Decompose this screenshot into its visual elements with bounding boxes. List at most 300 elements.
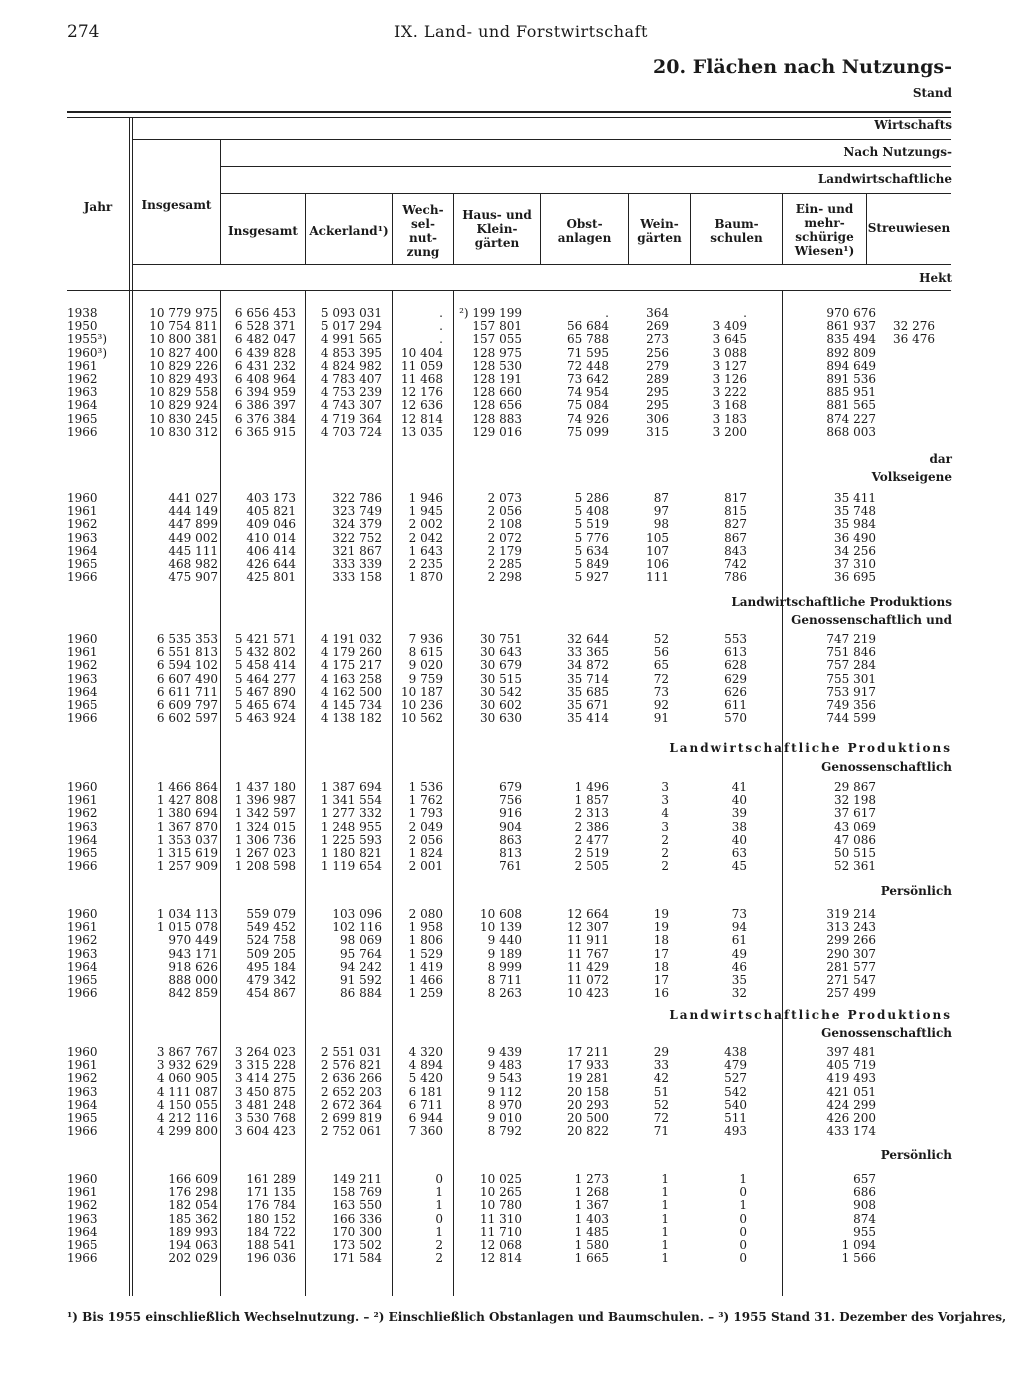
cell-arable: 102 116 (332, 920, 382, 935)
cell-gardens: 129 016 (472, 424, 522, 439)
cell-total: 10 830 312 (149, 424, 218, 439)
cell-meadows: 894 649 (826, 358, 876, 373)
cell-gardens: 9 439 (487, 1045, 522, 1059)
cell-gardens: 916 (499, 806, 522, 821)
cell-rotation: 1 (435, 1185, 443, 1200)
cell-year: 1964 (67, 1097, 98, 1112)
cell-total: 888 000 (168, 973, 218, 987)
cell-nurseries: 0 (739, 1224, 747, 1239)
cell-agri-total: 1 324 015 (234, 819, 296, 834)
cell-rotation: 12 176 (401, 385, 443, 400)
cell-orchards: 11 072 (567, 973, 609, 987)
cell-total: 10 829 558 (149, 385, 218, 400)
cell-vineyards: 1 (661, 1251, 669, 1266)
cell-total: 189 993 (168, 1224, 218, 1239)
cell-nurseries: 3 409 (712, 319, 747, 334)
cell-year: 1963 (67, 946, 98, 961)
cell-agri-total: 426 644 (246, 557, 296, 571)
cell-vineyards: 65 (653, 658, 669, 673)
cell-year: 1966 (67, 424, 98, 439)
cell-gardens: 128 975 (472, 345, 522, 360)
cell-vineyards: 18 (653, 959, 669, 974)
cell-agri-total: 176 784 (246, 1198, 296, 1213)
header-wirtschafts: Wirtschafts (874, 118, 952, 132)
cell-arable: 2 699 819 (320, 1111, 382, 1125)
section-label: Landwirtschaftliche Produktions (731, 595, 952, 609)
cell-arable: 98 069 (340, 933, 382, 948)
cell-nurseries: 49 (731, 946, 747, 961)
cell-meadows: 47 086 (834, 832, 876, 847)
cell-orchards: 73 642 (567, 372, 609, 386)
cell-year: 1962 (67, 806, 98, 821)
cell-arable: 333 158 (332, 570, 382, 585)
cell-arable: 324 379 (332, 517, 382, 532)
cell-meadows: 1 566 (841, 1251, 876, 1266)
cell-vineyards: 2 (661, 832, 669, 847)
cell-meadows: 281 577 (826, 959, 876, 974)
header-unit: Hekt (919, 271, 952, 285)
cell-arable: 1 119 654 (320, 859, 382, 874)
footnote: ¹) Bis 1955 einschließlich Wechselnutzung. – ²) Einschließlich Obstanlagen und Baumschulen. – ³) 1955 Stand 31. Dezember des Vorjahres, (67, 1310, 1007, 1324)
cell-vineyards: 4 (661, 806, 669, 821)
cell-gardens: 12 068 (480, 1238, 522, 1252)
cell-vineyards: 19 (653, 907, 669, 921)
cell-total: 1 367 870 (156, 819, 218, 834)
cell-orchards: 1 367 (574, 1198, 609, 1213)
cell-orchards: 10 423 (567, 986, 609, 1001)
header-obst: Obst- anlagen (557, 217, 612, 245)
cell-nurseries: 40 (731, 832, 747, 847)
section-label: Persönlich (880, 1148, 952, 1162)
cell-nurseries: 628 (724, 658, 747, 673)
cell-gardens: 10 608 (480, 907, 522, 921)
cell-rotation: 8 615 (408, 645, 443, 660)
cell-arable: 4 145 734 (320, 698, 382, 712)
cell-orchards: 12 664 (567, 907, 609, 921)
cell-arable: 322 786 (332, 491, 382, 505)
cell-nurseries: 46 (731, 959, 747, 974)
cell-vineyards: 52 (653, 632, 669, 646)
cell-orchards: 12 307 (567, 920, 609, 935)
cell-orchards: 20 158 (567, 1084, 609, 1099)
cell-rotation: 13 035 (401, 424, 443, 439)
cell-nurseries: 553 (724, 632, 747, 646)
cell-total: 10 829 493 (149, 372, 218, 386)
cell-vineyards: 105 (646, 530, 669, 545)
cell-meadows: 751 846 (826, 645, 876, 660)
cell-nurseries: 867 (724, 530, 747, 545)
cell-meadows: 397 481 (826, 1045, 876, 1059)
cell-gardens: 863 (499, 832, 522, 847)
cell-gardens: 2 108 (487, 517, 522, 532)
cell-total: 10 779 975 (149, 306, 218, 320)
cell-arable: 323 749 (332, 504, 382, 519)
cell-vineyards: 18 (653, 933, 669, 948)
header-rule (220, 166, 951, 167)
section-label: Volkseigene (871, 470, 952, 484)
cell-gardens: 8 999 (487, 959, 522, 974)
cell-orchards: 1 273 (574, 1172, 609, 1186)
cell-vineyards: 1 (661, 1211, 669, 1226)
cell-nurseries: 1 (739, 1198, 747, 1213)
cell-orchards: 35 671 (567, 698, 609, 712)
cell-agri-total: 5 465 674 (234, 698, 296, 712)
cell-arable: 103 096 (332, 907, 382, 921)
cell-total: 1 466 864 (156, 780, 218, 794)
cell-vineyards: 3 (661, 780, 669, 794)
cell-meadows: 36 695 (834, 570, 876, 585)
table-title: 20. Flächen nach Nutzungs- (653, 56, 952, 78)
cell-vineyards: 19 (653, 920, 669, 935)
cell-total: 6 594 102 (156, 658, 218, 673)
cell-agri-total: 425 801 (246, 570, 296, 585)
cell-vineyards: 1 (661, 1172, 669, 1186)
section-label: Persönlich (880, 884, 952, 898)
cell-rotation: 1 946 (408, 491, 443, 505)
cell-vineyards: 29 (653, 1045, 669, 1059)
cell-total: 10 829 924 (149, 398, 218, 413)
cell-rotation: 1 (435, 1198, 443, 1213)
cell-orchards: 5 286 (574, 491, 609, 505)
section-label: Genossenschaftlich und (791, 613, 952, 627)
cell-gardens: ²) 199 199 (459, 306, 522, 320)
cell-meadows: 35 411 (834, 491, 876, 505)
cell-year: 1950 (67, 319, 98, 334)
cell-vineyards: 289 (646, 372, 669, 386)
cell-orchards: 33 365 (567, 645, 609, 660)
header-bottom-rule (67, 290, 951, 291)
cell-meadows: 52 361 (834, 859, 876, 874)
cell-agri-total: 6 386 397 (234, 398, 296, 413)
cell-agri-total: 1 267 023 (234, 846, 296, 860)
cell-gardens: 10 139 (480, 920, 522, 935)
cell-total: 6 551 813 (156, 645, 218, 660)
cell-year: 1960³) (67, 345, 108, 360)
cell-agri-total: 3 530 768 (234, 1111, 296, 1125)
cell-arable: 4 743 307 (320, 398, 382, 413)
cell-orchards: 2 519 (574, 846, 609, 860)
cell-total: 176 298 (168, 1185, 218, 1200)
cell-orchards: 71 595 (567, 345, 609, 360)
cell-orchards: 1 580 (574, 1238, 609, 1252)
cell-arable: 4 163 258 (320, 671, 382, 686)
cell-vineyards: 33 (653, 1058, 669, 1073)
cell-nurseries: 827 (724, 517, 747, 532)
cell-nurseries: 511 (724, 1111, 747, 1125)
cell-total: 468 982 (168, 557, 218, 571)
cell-rotation: 6 711 (408, 1097, 443, 1112)
cell-arable: 2 576 821 (320, 1058, 382, 1073)
cell-year: 1961 (67, 645, 98, 660)
cell-rotation: 12 814 (401, 411, 443, 426)
cell-nurseries: 629 (724, 671, 747, 686)
cell-rotation: 2 042 (408, 530, 443, 545)
cell-total: 449 002 (168, 530, 218, 545)
cell-arable: 4 824 982 (320, 358, 382, 373)
cell-rotation: 2 (435, 1238, 443, 1252)
cell-orchards: 20 293 (567, 1097, 609, 1112)
cell-meadows: 868 003 (826, 424, 876, 439)
cell-gardens: 12 814 (480, 1251, 522, 1266)
cell-gardens: 128 883 (472, 411, 522, 426)
cell-nurseries: 3 222 (712, 385, 747, 400)
cell-rotation: 2 001 (408, 859, 443, 874)
cell-nurseries: 3 168 (712, 398, 747, 413)
cell-gardens: 30 643 (480, 645, 522, 660)
cell-year: 1960 (67, 780, 98, 794)
cell-year: 1966 (67, 1124, 98, 1139)
cell-meadows: 908 (853, 1198, 876, 1213)
cell-gardens: 30 602 (480, 698, 522, 712)
cell-total: 943 171 (168, 946, 218, 961)
header-wein: Wein- gärten (637, 217, 682, 245)
cell-meadows: 36 490 (834, 530, 876, 545)
cell-nurseries: 0 (739, 1185, 747, 1200)
cell-rotation: . (439, 319, 443, 334)
header-wechsel: Wech- sel- nut- zung (402, 203, 444, 259)
cell-vineyards: 16 (653, 986, 669, 1001)
cell-year: 1965 (67, 846, 98, 860)
cell-gardens: 2 179 (487, 543, 522, 558)
cell-year: 1966 (67, 570, 98, 585)
cell-gardens: 756 (499, 793, 522, 808)
cell-orchards: . (605, 306, 609, 320)
cell-vineyards: 51 (653, 1084, 669, 1099)
cell-rotation: 6 944 (408, 1111, 443, 1125)
table-subtitle: Stand (912, 86, 952, 100)
cell-total: 1 380 694 (156, 806, 218, 821)
cell-orchards: 20 822 (567, 1124, 609, 1139)
cell-gardens: 8 711 (487, 973, 522, 987)
cell-nurseries: 3 183 (712, 411, 747, 426)
cell-year: 1963 (67, 671, 98, 686)
cell-nurseries: 542 (724, 1084, 747, 1099)
header-jahr: Jahr (83, 200, 113, 214)
cell-agri-total: 3 481 248 (234, 1097, 296, 1112)
cell-year: 1955³) (67, 332, 108, 347)
cell-orchards: 5 634 (574, 543, 609, 558)
cell-nurseries: 815 (724, 504, 747, 519)
cell-agri-total: 5 421 571 (234, 632, 296, 646)
cell-rotation: 1 259 (408, 986, 443, 1001)
cell-gardens: 30 630 (480, 711, 522, 726)
cell-rotation: 2 235 (408, 557, 443, 571)
cell-total: 918 626 (168, 959, 218, 974)
cell-meadows: 299 266 (826, 933, 876, 948)
cell-meadows: 757 284 (826, 658, 876, 673)
cell-total: 10 754 811 (149, 319, 218, 334)
cell-meadows: 43 069 (834, 819, 876, 834)
cell-rotation: 1 945 (408, 504, 443, 519)
cell-vineyards: 256 (646, 345, 669, 360)
cell-vineyards: 273 (646, 332, 669, 347)
cell-gardens: 2 073 (487, 491, 522, 505)
cell-rotation: 10 562 (401, 711, 443, 726)
cell-agri-total: 559 079 (246, 907, 296, 921)
cell-year: 1963 (67, 1211, 98, 1226)
cell-year: 1962 (67, 658, 98, 673)
cell-orchards: 11 911 (567, 933, 609, 948)
cell-rotation: 1 419 (408, 959, 443, 974)
cell-orchards: 5 927 (574, 570, 609, 585)
cell-meadows: 290 307 (826, 946, 876, 961)
cell-nurseries: 817 (724, 491, 747, 505)
cell-vineyards: 106 (646, 557, 669, 571)
cell-rotation: 1 643 (408, 543, 443, 558)
cell-orchards: 72 448 (567, 358, 609, 373)
cell-total: 4 150 055 (156, 1097, 218, 1112)
header-divider (129, 117, 130, 293)
cell-nurseries: 540 (724, 1097, 747, 1112)
cell-year: 1966 (67, 1251, 98, 1266)
cell-total: 447 899 (168, 517, 218, 532)
cell-total: 1 427 808 (156, 793, 218, 808)
cell-nurseries: 527 (724, 1071, 747, 1086)
cell-total: 444 149 (168, 504, 218, 519)
cell-year: 1962 (67, 933, 98, 948)
cell-year: 1960 (67, 632, 98, 646)
cell-orchards: 17 211 (567, 1045, 609, 1059)
cell-nurseries: 438 (724, 1045, 747, 1059)
cell-rotation: 1 762 (408, 793, 443, 808)
cell-agri-total: 6 528 371 (234, 319, 296, 334)
cell-agri-total: 1 306 736 (234, 832, 296, 847)
cell-gardens: 2 056 (487, 504, 522, 519)
cell-orchards: 65 788 (567, 332, 609, 347)
cell-nurseries: 73 (731, 907, 747, 921)
cell-agri-total: 6 408 964 (234, 372, 296, 386)
cell-rotation: 6 181 (408, 1084, 443, 1099)
cell-vineyards: 3 (661, 819, 669, 834)
cell-year: 1961 (67, 358, 98, 373)
cell-vineyards: 98 (653, 517, 669, 532)
cell-year: 1964 (67, 1224, 98, 1239)
cell-rotation: 7 936 (408, 632, 443, 646)
cell-orchards: 1 485 (574, 1224, 609, 1239)
cell-arable: 166 336 (332, 1211, 382, 1226)
cell-year: 1965 (67, 411, 98, 426)
cell-arable: 1 341 554 (320, 793, 382, 808)
cell-agri-total: 5 458 414 (234, 658, 296, 673)
cell-arable: 321 867 (332, 543, 382, 558)
cell-rotation: 2 080 (408, 907, 443, 921)
cell-orchards: 35 714 (567, 671, 609, 686)
cell-nurseries: 626 (724, 684, 747, 699)
cell-arable: 86 884 (340, 986, 382, 1001)
cell-total: 475 907 (168, 570, 218, 585)
cell-year: 1964 (67, 832, 98, 847)
cell-meadows: 313 243 (826, 920, 876, 935)
cell-agri-total: 3 315 228 (234, 1058, 296, 1073)
cell-nurseries: 3 126 (712, 372, 747, 386)
cell-vineyards: 111 (646, 570, 669, 585)
cell-nurseries: 742 (724, 557, 747, 571)
cell-agri-total: 5 467 890 (234, 684, 296, 699)
cell-agri-total: 524 758 (246, 933, 296, 948)
cell-orchards: 11 767 (567, 946, 609, 961)
header-rule (132, 264, 951, 265)
cell-nurseries: 40 (731, 793, 747, 808)
cell-agri-total: 6 656 453 (234, 306, 296, 320)
cell-arable: 1 277 332 (320, 806, 382, 821)
header-streuwiesen: Streuwiesen (867, 221, 951, 235)
cell-orchards: 5 776 (574, 530, 609, 545)
cell-arable: 2 652 203 (320, 1084, 382, 1099)
cell-year: 1962 (67, 1198, 98, 1213)
header-ein-mehrschuerige: Ein- und mehr- schürige Wiesen¹) (794, 202, 855, 258)
cell-gardens: 128 660 (472, 385, 522, 400)
cell-nurseries: 786 (724, 570, 747, 585)
cell-agri-total: 188 541 (246, 1238, 296, 1252)
cell-arable: 333 339 (332, 557, 382, 571)
cell-year: 1963 (67, 1084, 98, 1099)
cell-agri-total: 1 437 180 (234, 780, 296, 794)
cell-year: 1965 (67, 973, 98, 987)
cell-total: 6 611 711 (156, 684, 218, 699)
cell-agri-total: 479 342 (246, 973, 296, 987)
cell-vineyards: 306 (646, 411, 669, 426)
header-nach-nutzungs: Nach Nutzungs- (843, 145, 952, 159)
cell-arable: 2 752 061 (320, 1124, 382, 1139)
cell-vineyards: 364 (646, 306, 669, 320)
cell-gardens: 8 792 (487, 1124, 522, 1139)
cell-vineyards: 17 (653, 973, 669, 987)
cell-vineyards: 72 (653, 671, 669, 686)
cell-meadows: 319 214 (826, 907, 876, 921)
cell-vineyards: 295 (646, 385, 669, 400)
cell-rotation: . (439, 306, 443, 320)
cell-year: 1966 (67, 859, 98, 874)
cell-gardens: 9 010 (487, 1111, 522, 1125)
cell-arable: 4 853 395 (320, 345, 382, 360)
cell-year: 1965 (67, 1111, 98, 1125)
cell-gardens: 30 542 (480, 684, 522, 699)
cell-total: 6 607 490 (156, 671, 218, 686)
header-landwirtschaftliche: Landwirtschaftliche (817, 172, 952, 186)
cell-rotation: 7 360 (408, 1124, 443, 1139)
cell-vineyards: 2 (661, 859, 669, 874)
cell-year: 1960 (67, 491, 98, 505)
cell-year: 1961 (67, 1058, 98, 1073)
cell-total: 194 063 (168, 1238, 218, 1252)
cell-meadows: 271 547 (826, 973, 876, 987)
cell-vineyards: 3 (661, 793, 669, 808)
cell-agri-total: 161 289 (246, 1172, 296, 1186)
cell-arable: 2 636 266 (320, 1071, 382, 1086)
cell-meadows: 34 256 (834, 543, 876, 558)
cell-arable: 322 752 (332, 530, 382, 545)
cell-orchards: 17 933 (567, 1058, 609, 1073)
cell-arable: 5 093 031 (320, 306, 382, 320)
cell-vineyards: 73 (653, 684, 669, 699)
section-label: dar (929, 452, 952, 466)
header-baum: Baum- schulen (710, 217, 763, 245)
cell-year: 1962 (67, 372, 98, 386)
cell-gardens: 813 (499, 846, 522, 860)
cell-agri-total: 3 450 875 (234, 1084, 296, 1099)
cell-nurseries: 3 645 (712, 332, 747, 347)
cell-nurseries: 61 (731, 933, 747, 948)
cell-vineyards: 1 (661, 1224, 669, 1239)
cell-arable: 1 248 955 (320, 819, 382, 834)
cell-year: 1965 (67, 698, 98, 712)
cell-gardens: 10 265 (480, 1185, 522, 1200)
cell-orchards: 2 313 (574, 806, 609, 821)
cell-arable: 158 769 (332, 1185, 382, 1200)
cell-orchards: 2 477 (574, 832, 609, 847)
cell-meadows: 50 515 (834, 846, 876, 860)
cell-total: 4 299 800 (156, 1124, 218, 1139)
